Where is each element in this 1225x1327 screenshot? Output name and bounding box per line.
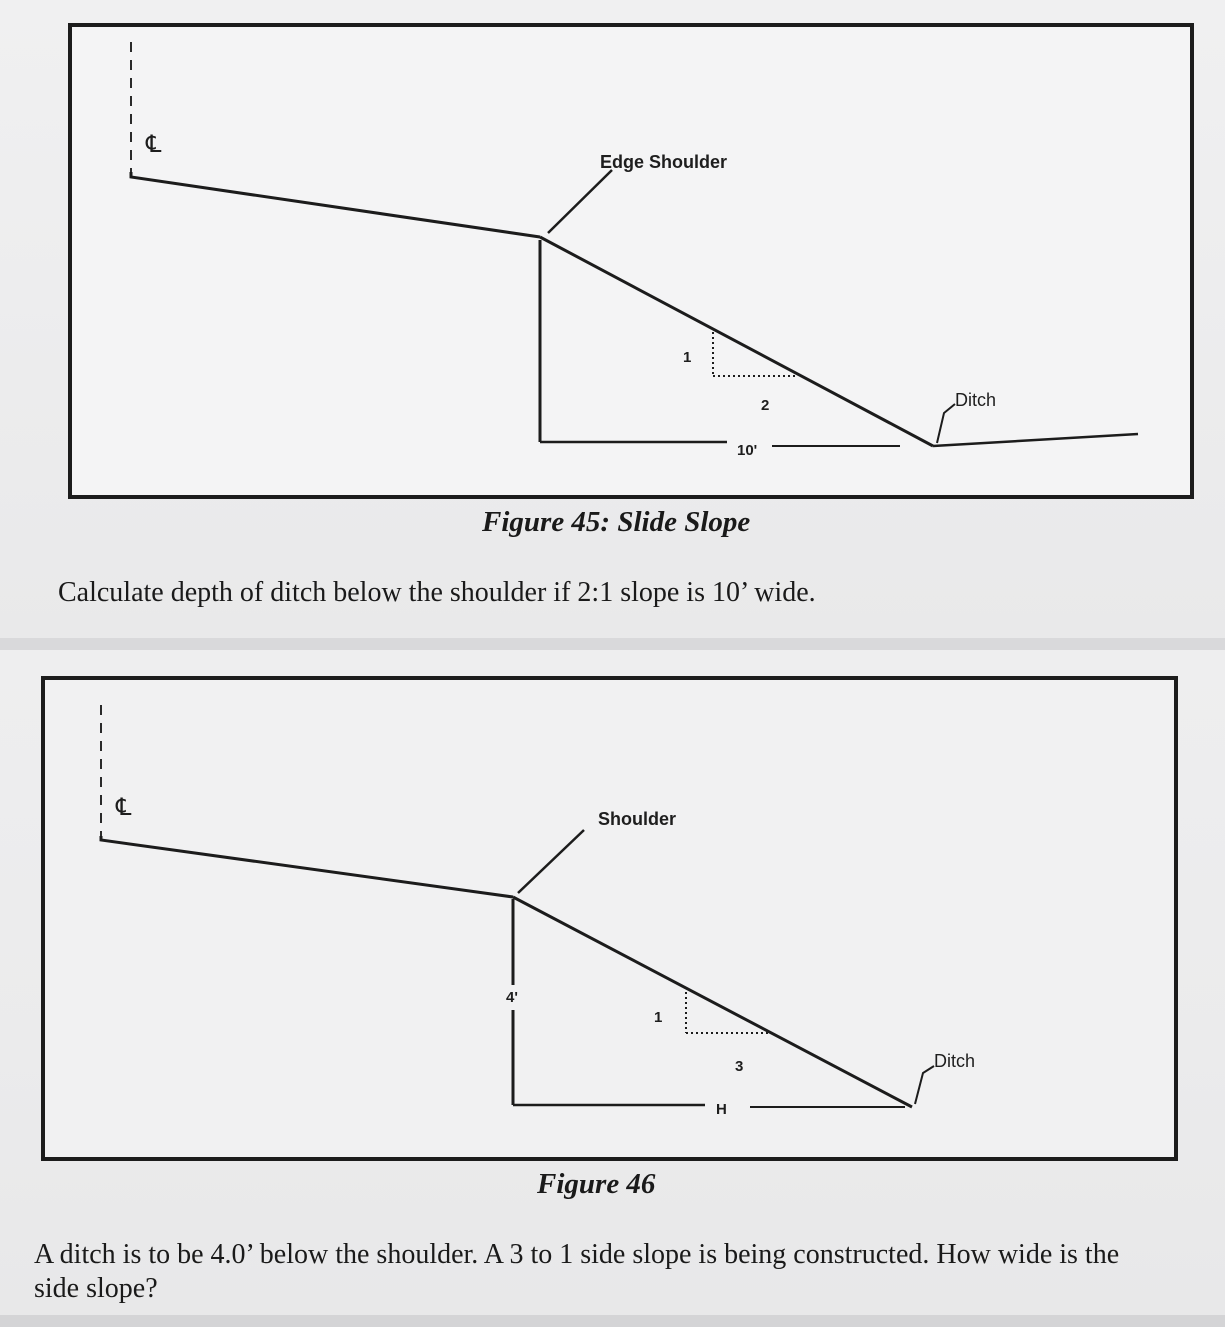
centerline-icon-46: ℄ — [116, 794, 132, 821]
centerline-icon: ℄ — [146, 131, 162, 158]
width-label-46: H — [716, 1101, 727, 1118]
width-label: 10' — [737, 442, 758, 459]
ditch-label: Ditch — [955, 390, 997, 410]
figure-46-frame — [43, 678, 1176, 1159]
ditch-label-46: Ditch — [934, 1051, 976, 1071]
ratio-run-label-46: 3 — [735, 1058, 744, 1075]
figure-45-frame — [70, 25, 1192, 497]
figure-45-caption: Figure 45: Slide Slope — [482, 506, 751, 538]
shoulder-label: Shoulder — [598, 809, 677, 829]
depth-label: 4' — [506, 989, 518, 1006]
ratio-rise-label-46: 1 — [654, 1009, 663, 1026]
figure-46-diagram — [43, 678, 1176, 1159]
figure-46-caption: Figure 46 — [537, 1168, 656, 1200]
figure-46-question: A ditch is to be 4.0’ below the shoulder. A 3 to 1 side slope is being constructed. How wide is the side slope? — [34, 1239, 1120, 1304]
edge-shoulder-label: Edge Shoulder — [600, 152, 728, 172]
figure-45-question: Calculate depth of ditch below the shoulder if 2:1 slope is 10’ wide. — [58, 577, 816, 608]
ratio-run-label: 2 — [761, 397, 770, 414]
figure-45-diagram — [70, 25, 1192, 497]
ratio-rise-label: 1 — [683, 349, 692, 366]
